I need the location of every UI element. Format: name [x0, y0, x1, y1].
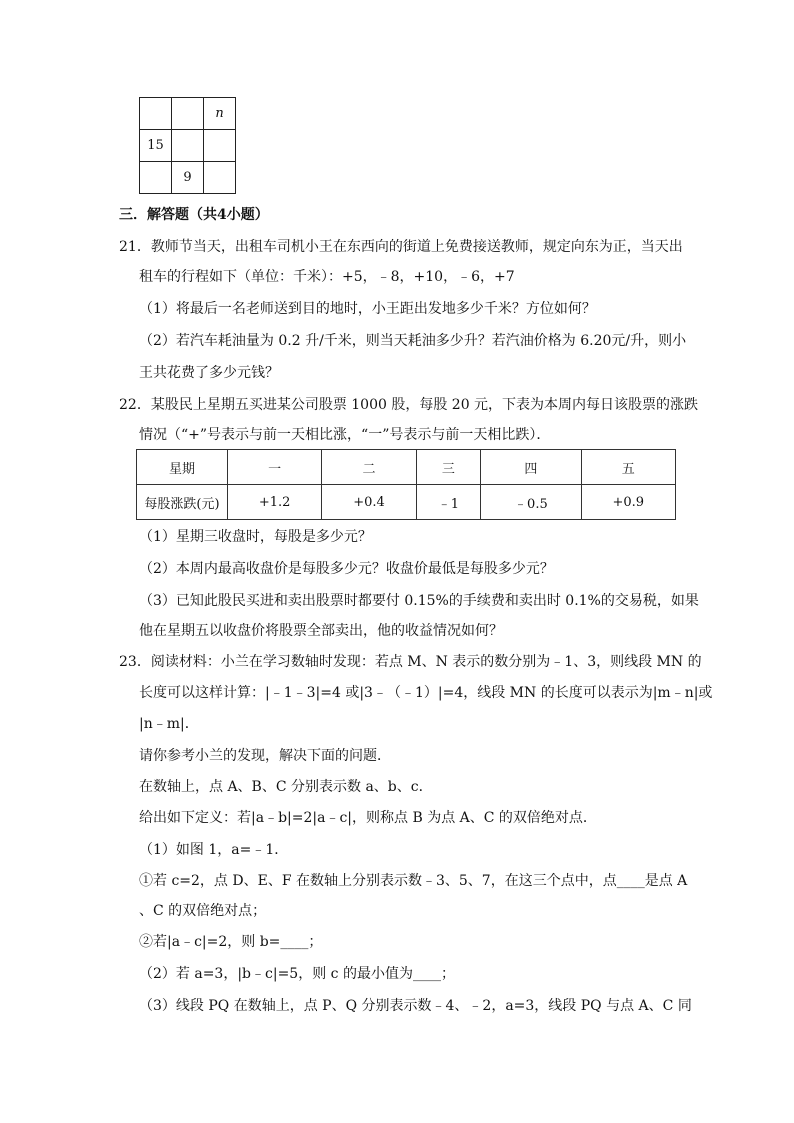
q21-line: 21．教师节当天，出租车司机小王在东西向的街道上免费接送教师，规定向东为正，当天出	[119, 239, 683, 255]
table-cell: ﹣0.5	[481, 485, 581, 520]
q21-part-2: （2）若汽车耗油量为 0.2 升/千米，则当天耗油多少升？若汽油价格为 6.20元/升，则小	[139, 333, 687, 349]
q23-part-1: （1）如图 1，a=﹣1．	[139, 842, 289, 858]
grid-cell	[140, 162, 172, 194]
q22-part-1: （1）星期三收盘时，每股是多少元？	[139, 529, 372, 545]
q23-line: |n﹣m|．	[139, 716, 199, 732]
table-cell: 星期	[137, 450, 228, 485]
q23-part-3: （3）线段 PQ 在数轴上，点 P、Q 分别表示数﹣4、﹣2，a=3，线段 PQ 与点 A、C 同	[139, 998, 692, 1014]
q23-part-1-b: ②若|a﹣c|=2，则 b=____；	[139, 934, 323, 950]
table-cell: 二	[322, 450, 416, 485]
table-cell: +1.2	[228, 485, 322, 520]
table-cell: ﹣1	[416, 485, 481, 520]
q23-part-1-a: 、C 的双倍绝对点；	[139, 903, 267, 919]
table-cell: 每股涨跌(元)	[137, 485, 228, 520]
q23-line: 在数轴上，点 A、B、C 分别表示数 a、b、c．	[139, 779, 433, 795]
q22-line: 22．某股民上星期五买进某公司股票 1000 股，每股 20 元，下表为本周内每日该股票的涨跌	[119, 397, 699, 413]
table-row	[137, 485, 676, 520]
grid-cell	[140, 98, 172, 130]
table-cell: 一	[228, 450, 322, 485]
grid-cell	[172, 130, 204, 162]
grid-cell	[204, 130, 236, 162]
stock-table	[136, 449, 676, 520]
grid-cell: 15	[140, 130, 172, 162]
grid-cell	[204, 162, 236, 194]
number-grid	[139, 97, 236, 194]
q23-line: 长度可以这样计算：|﹣1﹣3|=4 或|3﹣（﹣1）|=4，线段 MN 的长度可以表示为|m﹣n|或	[139, 685, 713, 701]
table-cell: 五	[581, 450, 675, 485]
q21-part-1: （1）将最后一名老师送到目的地时，小王距出发地多少千米？方位如何？	[139, 301, 596, 317]
q22-part-2: （2）本周内最高收盘价是每股多少元？收盘价最低是每股多少元？	[139, 561, 554, 577]
q23-line: 给出如下定义：若|a﹣b|=2|a﹣c|，则称点 B 为点 A、C 的双倍绝对点．	[139, 810, 597, 826]
grid-cell: n	[204, 98, 236, 130]
q21-part-2: 王共花费了多少元钱？	[139, 365, 279, 381]
grid-cell: 9	[172, 162, 204, 194]
grid-cell	[172, 98, 204, 130]
table-cell: 四	[481, 450, 581, 485]
q23-part-2: （2）若 a=3，|b﹣c|=5，则 c 的最小值为____；	[139, 966, 455, 982]
q23-line: 23．阅读材料：小兰在学习数轴时发现：若点 M、N 表示的数分别为﹣1、3，则线段 MN 的	[119, 654, 702, 670]
q23-part-1-a: ①若 c=2，点 D、E、F 在数轴上分别表示数﹣3、5、7，在这三个点中，点____是点 A	[139, 873, 688, 889]
q22-part-3: 他在星期五以收盘价将股票全部卖出，他的收益情况如何？	[139, 623, 503, 639]
q22-part-3: （3）已知此股民买进和卖出股票时都要付 0.15%的手续费和卖出时 0.1%的交易税，如果	[139, 593, 699, 609]
q23-line: 请你参考小兰的发现，解决下面的问题．	[139, 748, 391, 764]
q22-line: 情况（“+”号表示与前一天相比涨，“一”号表示与前一天相比跌）．	[139, 427, 551, 443]
table-row	[137, 450, 676, 485]
table-cell: 三	[416, 450, 481, 485]
table-cell: +0.9	[581, 485, 675, 520]
q21-line: 租车的行程如下（单位：千米）：+5，﹣8，+10，﹣6，+7	[139, 269, 515, 285]
table-cell: +0.4	[322, 485, 416, 520]
section-title: 三．解答题（共4小题）	[119, 207, 269, 223]
